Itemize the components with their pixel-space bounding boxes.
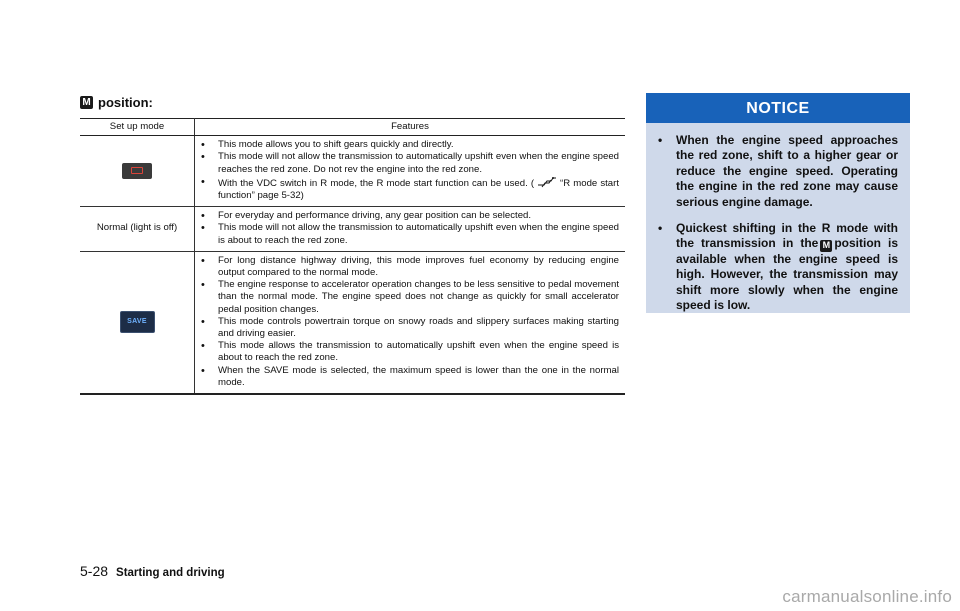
feature-item [201,176,619,202]
section-heading-text: position: [98,95,153,110]
page-footer [80,563,225,579]
notice-text: position is available when the engine speed is high. However, the transmission may shift more slowly when the engine speed is low. [676,236,899,313]
mode-cell-normal: Normal (light is off) [80,207,195,252]
features-cell [195,251,626,394]
feature-item: • This mode will not allow the transmission to automatically upshift even when the engine speed is about to reach the red zone. [201,222,619,246]
features-cell [195,136,626,207]
column-header-features: Features [195,119,626,136]
feature-item: • The engine response to accelerator operation changes to be less sensitive to pedal movement than the normal mode. The engine speed does not change as quickly for small accelerator pedal position changes. [201,279,619,316]
table-header-row [80,119,625,136]
feature-item: • For everyday and performance driving, any gear position can be selected. [201,210,619,222]
table-row [80,207,625,252]
feature-item: • This mode allows you to shift gears quickly and directly. [201,139,619,151]
feature-item: • This mode will not allow the transmission to automatically upshift even when the engine speed reaches the red zone. Do not rev the engine into the red zone. [201,151,619,175]
save-mode-indicator-icon: SAVE [120,311,155,333]
watermark: carmanualsonline.info [782,587,952,606]
mode-cell-r [80,136,195,207]
r-mode-indicator-icon [122,163,152,179]
feature-item: • For long distance highway driving, this mode improves fuel economy by reducing engine output compared to the normal mode. [201,255,619,279]
page-number: 5-28 [80,563,109,579]
notice-title: NOTICE [646,93,910,123]
section-heading [80,95,153,110]
section-title: Starting and driving [116,567,225,579]
page-reference-icon [537,176,557,188]
notice-item: • When the engine speed approaches the red zone, shift to a higher gear or reduce the engine speed. Operating the engine in the red zone may cause serious engine damage. [658,133,898,210]
notice-item [658,221,898,314]
column-header-mode: Set up mode [80,119,195,136]
feature-item: • This mode allows the transmission to automatically upshift even when the engine speed is about to reach the red zone. [201,340,619,364]
features-cell [195,207,626,252]
manual-mode-icon: M [80,96,93,109]
feature-text: “R mode start function” page 5-32) [218,177,619,202]
notice-text: Quickest shifting in the R mode with the transmission in the [676,221,898,251]
notice-box [646,93,910,313]
mode-table [80,118,625,395]
feature-text: With the VDC switch in R mode, the R mode start function can be used. ( [218,177,535,189]
table-row [80,251,625,394]
feature-item: • When the SAVE mode is selected, the maximum speed is lower than the one in the normal mode. [201,365,619,389]
manual-mode-icon: M [820,240,832,252]
feature-item: • This mode controls powertrain torque on snowy roads and slippery surfaces making starting and driving easier. [201,316,619,340]
mode-cell-save [80,251,195,394]
table-row [80,136,625,207]
